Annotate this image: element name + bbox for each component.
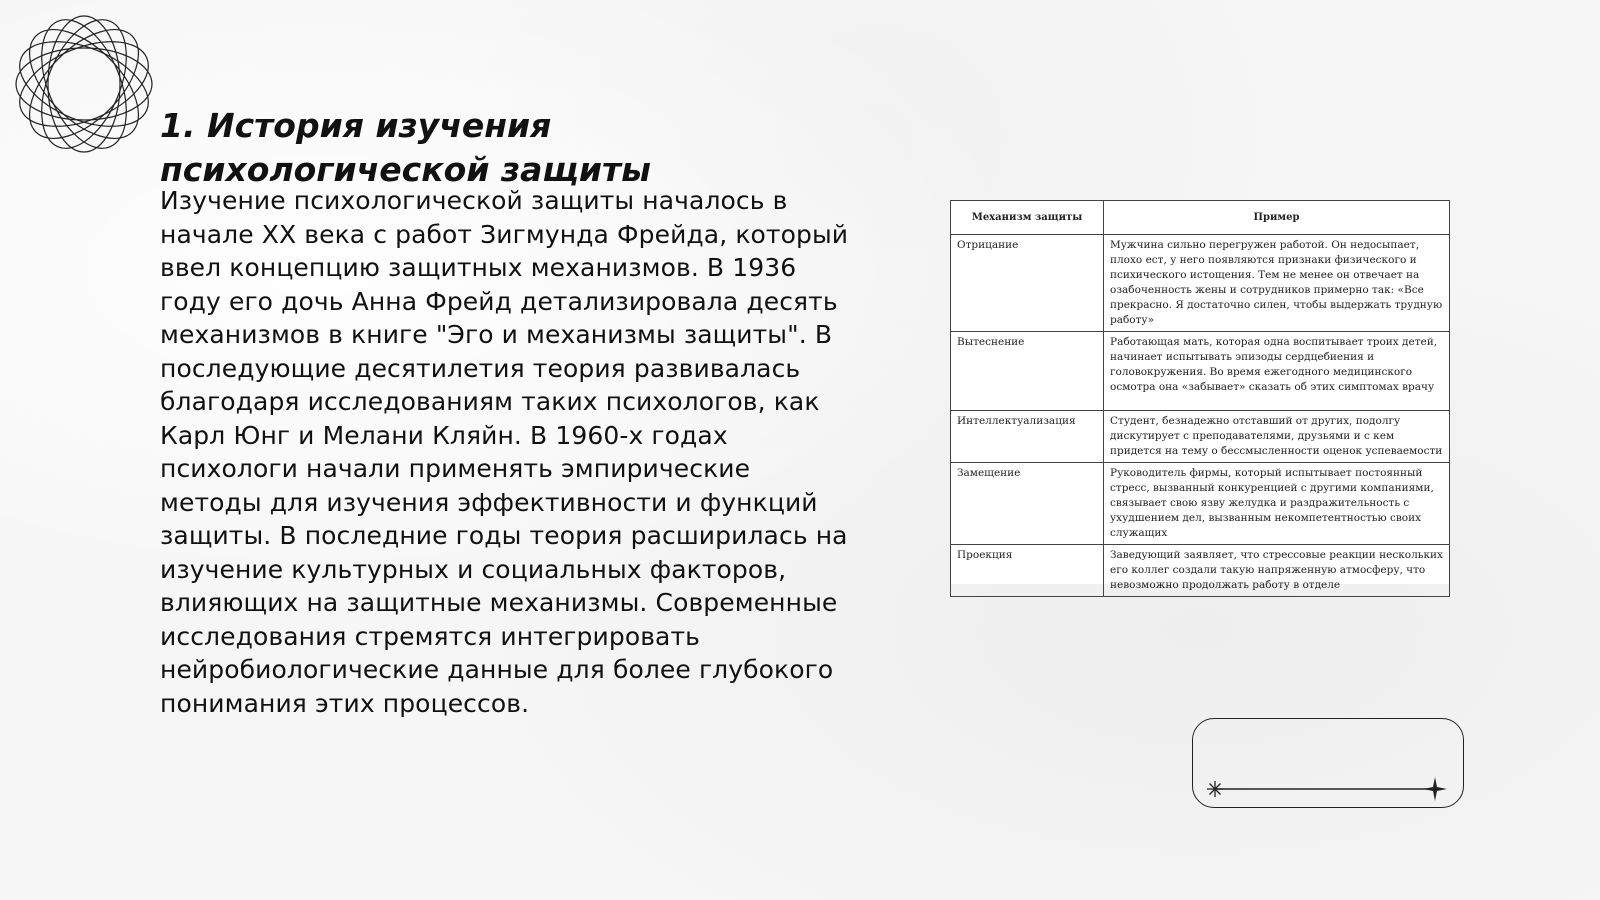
table-header-row bbox=[951, 201, 1450, 235]
table-row bbox=[951, 411, 1450, 463]
sparkle-icon bbox=[1207, 781, 1223, 797]
table-cell-example: Мужчина сильно перегружен работой. Он недосыпает, плохо ест, у него появляются признаки физического и психического истощения. Тем не менее он отвечает на озабоченность жены и сотрудников примерно так: «Все прекрасно. Я достаточно силен, чтобы выдержать трудную работу» bbox=[1104, 235, 1450, 332]
table-header-example: Пример bbox=[1104, 201, 1450, 235]
decorative-frame bbox=[1192, 718, 1464, 808]
table-cell-mechanism: Интеллектуализация bbox=[951, 411, 1104, 463]
table-cell-mechanism: Проекция bbox=[951, 545, 1104, 597]
table-cell-example: Руководитель фирмы, который испытывает постоянный стресс, вызванный конкуренцией с другими компаниями, связывает свою язву желудка и раздражительность с ухудшением дел, вызванным некомпетентностью своих служащих bbox=[1104, 463, 1450, 545]
table-row bbox=[951, 545, 1450, 597]
table-cell-example: Заведующий заявляет, что стрессовые реакции нескольких его коллег создали такую напряженную атмосферу, что невозможно продолжать работу в отделе bbox=[1104, 545, 1450, 597]
table-row bbox=[951, 332, 1450, 411]
defense-mechanisms-table bbox=[950, 200, 1450, 591]
table-cell-example: Работающая мать, которая одна воспитывает троих детей, начинает испытывать эпизоды сердцебиения и головокружения. Во время ежегодного медицинского осмотра она «забывает» сказать об этих симптомах врачу bbox=[1104, 332, 1450, 411]
table-row bbox=[951, 463, 1450, 545]
table-cell-mechanism: Замещение bbox=[951, 463, 1104, 545]
sparkle-icon bbox=[1423, 777, 1447, 801]
table-cell-example: Студент, безнадежно отставший от других, подолгу дискутирует с преподавателями, друзьями и с кем придется на тему о бессмысленности оценок успеваемости bbox=[1104, 411, 1450, 463]
rosette-ornament-icon bbox=[8, 8, 160, 160]
table-cell-mechanism: Вытеснение bbox=[951, 332, 1104, 411]
slide-title: 1. История изучения психологической защиты bbox=[160, 106, 651, 189]
decorative-line bbox=[1193, 719, 1465, 809]
slide-body-text: Изучение психологической защиты началось в начале XX века с работ Зигмунда Фрейда, который ввел концепцию защитных механизмов. В 1936 году его дочь Анна Фрейд детализировала десять механизмов в книге "Эго и механизмы защиты". В последующие десятилетия теория развивалась благодаря исследованиям таких психологов, как Карл Юнг и Мелани Кляйн. В 1960-х годах психологи начали применять эмпирические методы для изучения эффективности и функций защиты. В последние годы теория расширилась на изучение культурных и социальных факторов, влияющих на защитные механизмы. Современные исследования стремятся интегрировать нейробиологические данные для более глубокого понимания этих процессов. bbox=[160, 186, 849, 718]
table-row bbox=[951, 235, 1450, 332]
table-cell-mechanism: Отрицание bbox=[951, 235, 1104, 332]
table-header-mechanism: Механизм защиты bbox=[951, 201, 1104, 235]
